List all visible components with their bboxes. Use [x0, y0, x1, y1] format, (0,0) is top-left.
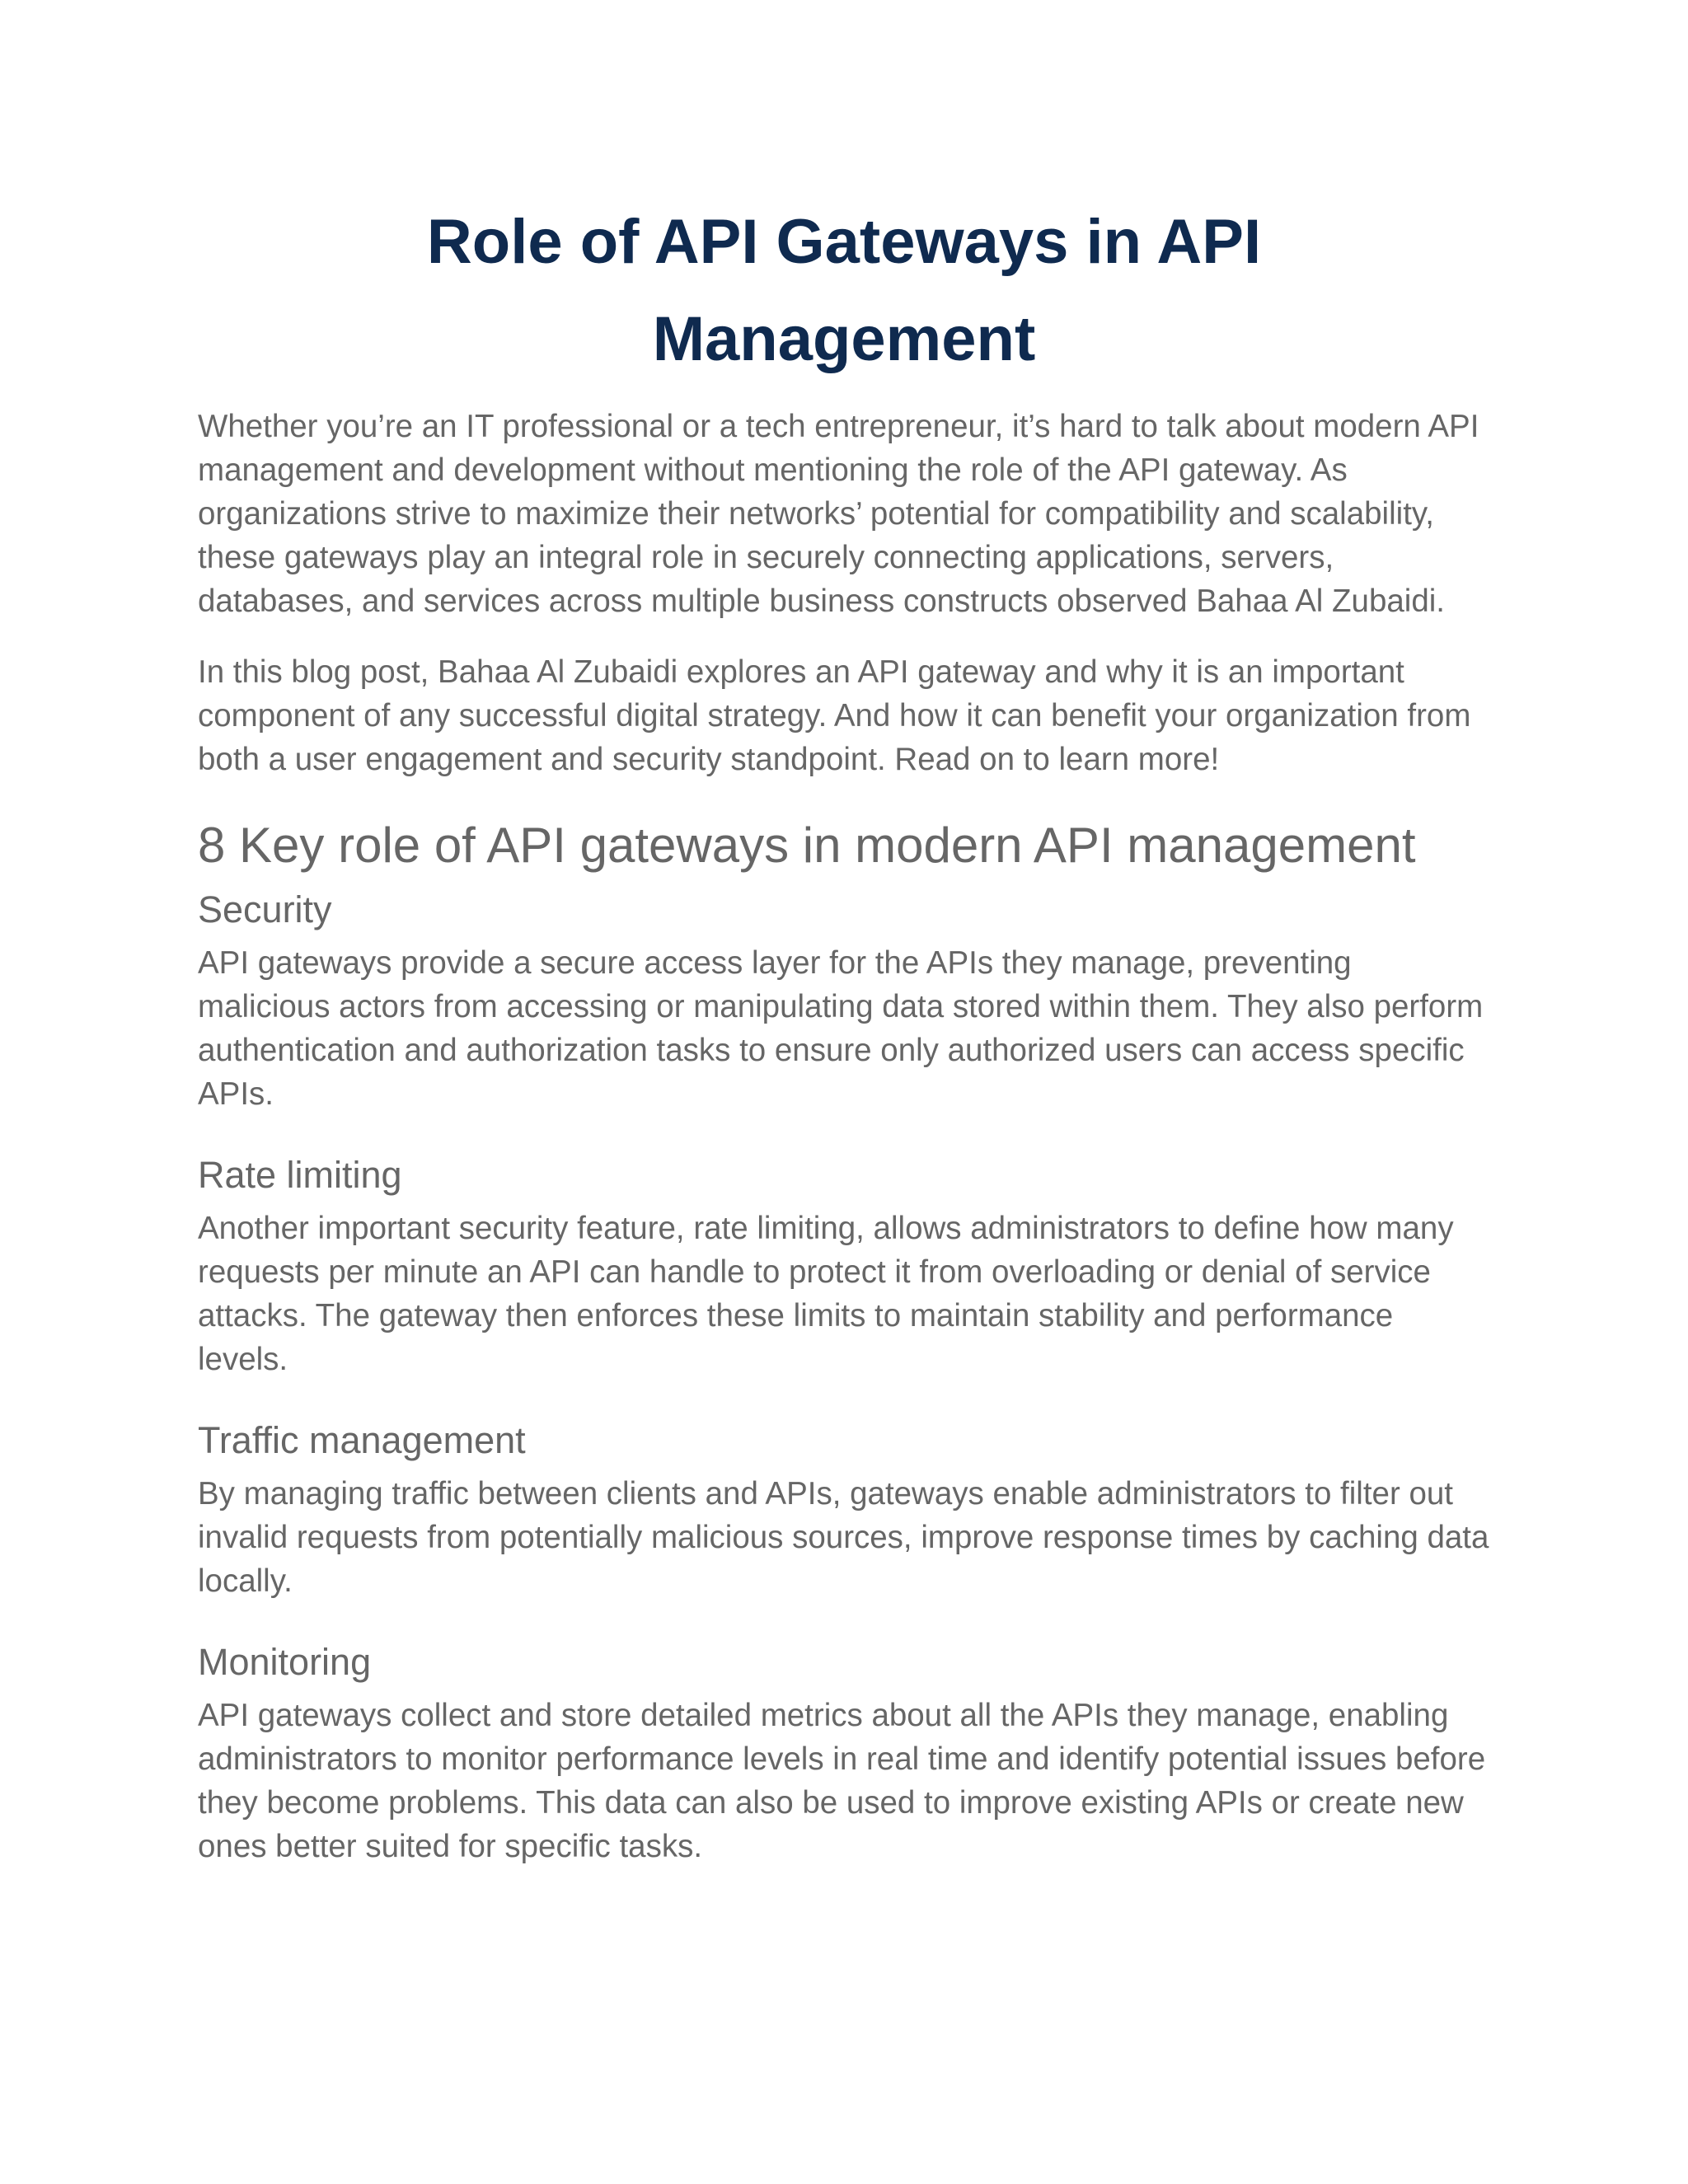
section-title-monitoring: Monitoring [198, 1641, 372, 1683]
section-body-traffic-management: By managing traffic between clients and APIs, gateways enable administrators to filter out invalid requests from potentially malicious sources, improve response times by caching data locally. [198, 1476, 1489, 1599]
section-traffic-management [198, 1418, 1490, 1603]
section-title-rate-limiting: Rate limiting [198, 1154, 402, 1196]
section-body-monitoring: API gateways collect and store detailed metrics about all the APIs they manage, enabling administrators to monitor performance levels in real time and identify potential issues before they become problems. This data can also be used to improve existing APIs or create new ones better suited for specific tasks. [198, 1698, 1486, 1864]
document-title: Role of API Gateways in API Management [426, 207, 1262, 374]
section-rate-limiting [198, 1152, 1490, 1381]
section-body-security: API gateways provide a secure access layer for the APIs they manage, preventing malicious actors from accessing or manipulating data stored within them. They also perform authentication and authorization tasks to ensure only authorized users can access specific APIs. [198, 945, 1484, 1112]
intro-paragraph-1: Whether you’re an IT professional or a tech entrepreneur, it’s hard to talk about modern API management and development without mentioning the role of the API gateway. As organizations strive to maximize their networks’ potential for compatibility and scalability, these gateways play an integral role in securely connecting applications, servers, databases, and services across multiple business constructs observed Bahaa Al Zubaidi. [198, 409, 1479, 619]
section-heading: 8 Key role of API gateways in modern API management [198, 818, 1416, 873]
intro-paragraph-2: In this blog post, Bahaa Al Zubaidi explores an API gateway and why it is an important component of any successful digital strategy. And how it can benefit your organization from both a user engagement and security standpoint. Read on to learn more! [198, 654, 1471, 777]
section-body-rate-limiting: Another important security feature, rate limiting, allows administrators to define how many requests per minute an API can handle to protect it from overloading or denial of service attacks. The gateway then enforces these limits to maintain stability and performance levels. [198, 1211, 1454, 1377]
section-security [198, 887, 1490, 1116]
section-monitoring [198, 1639, 1490, 1868]
section-title-traffic-management: Traffic management [198, 1419, 526, 1461]
section-title-security: Security [198, 888, 332, 930]
